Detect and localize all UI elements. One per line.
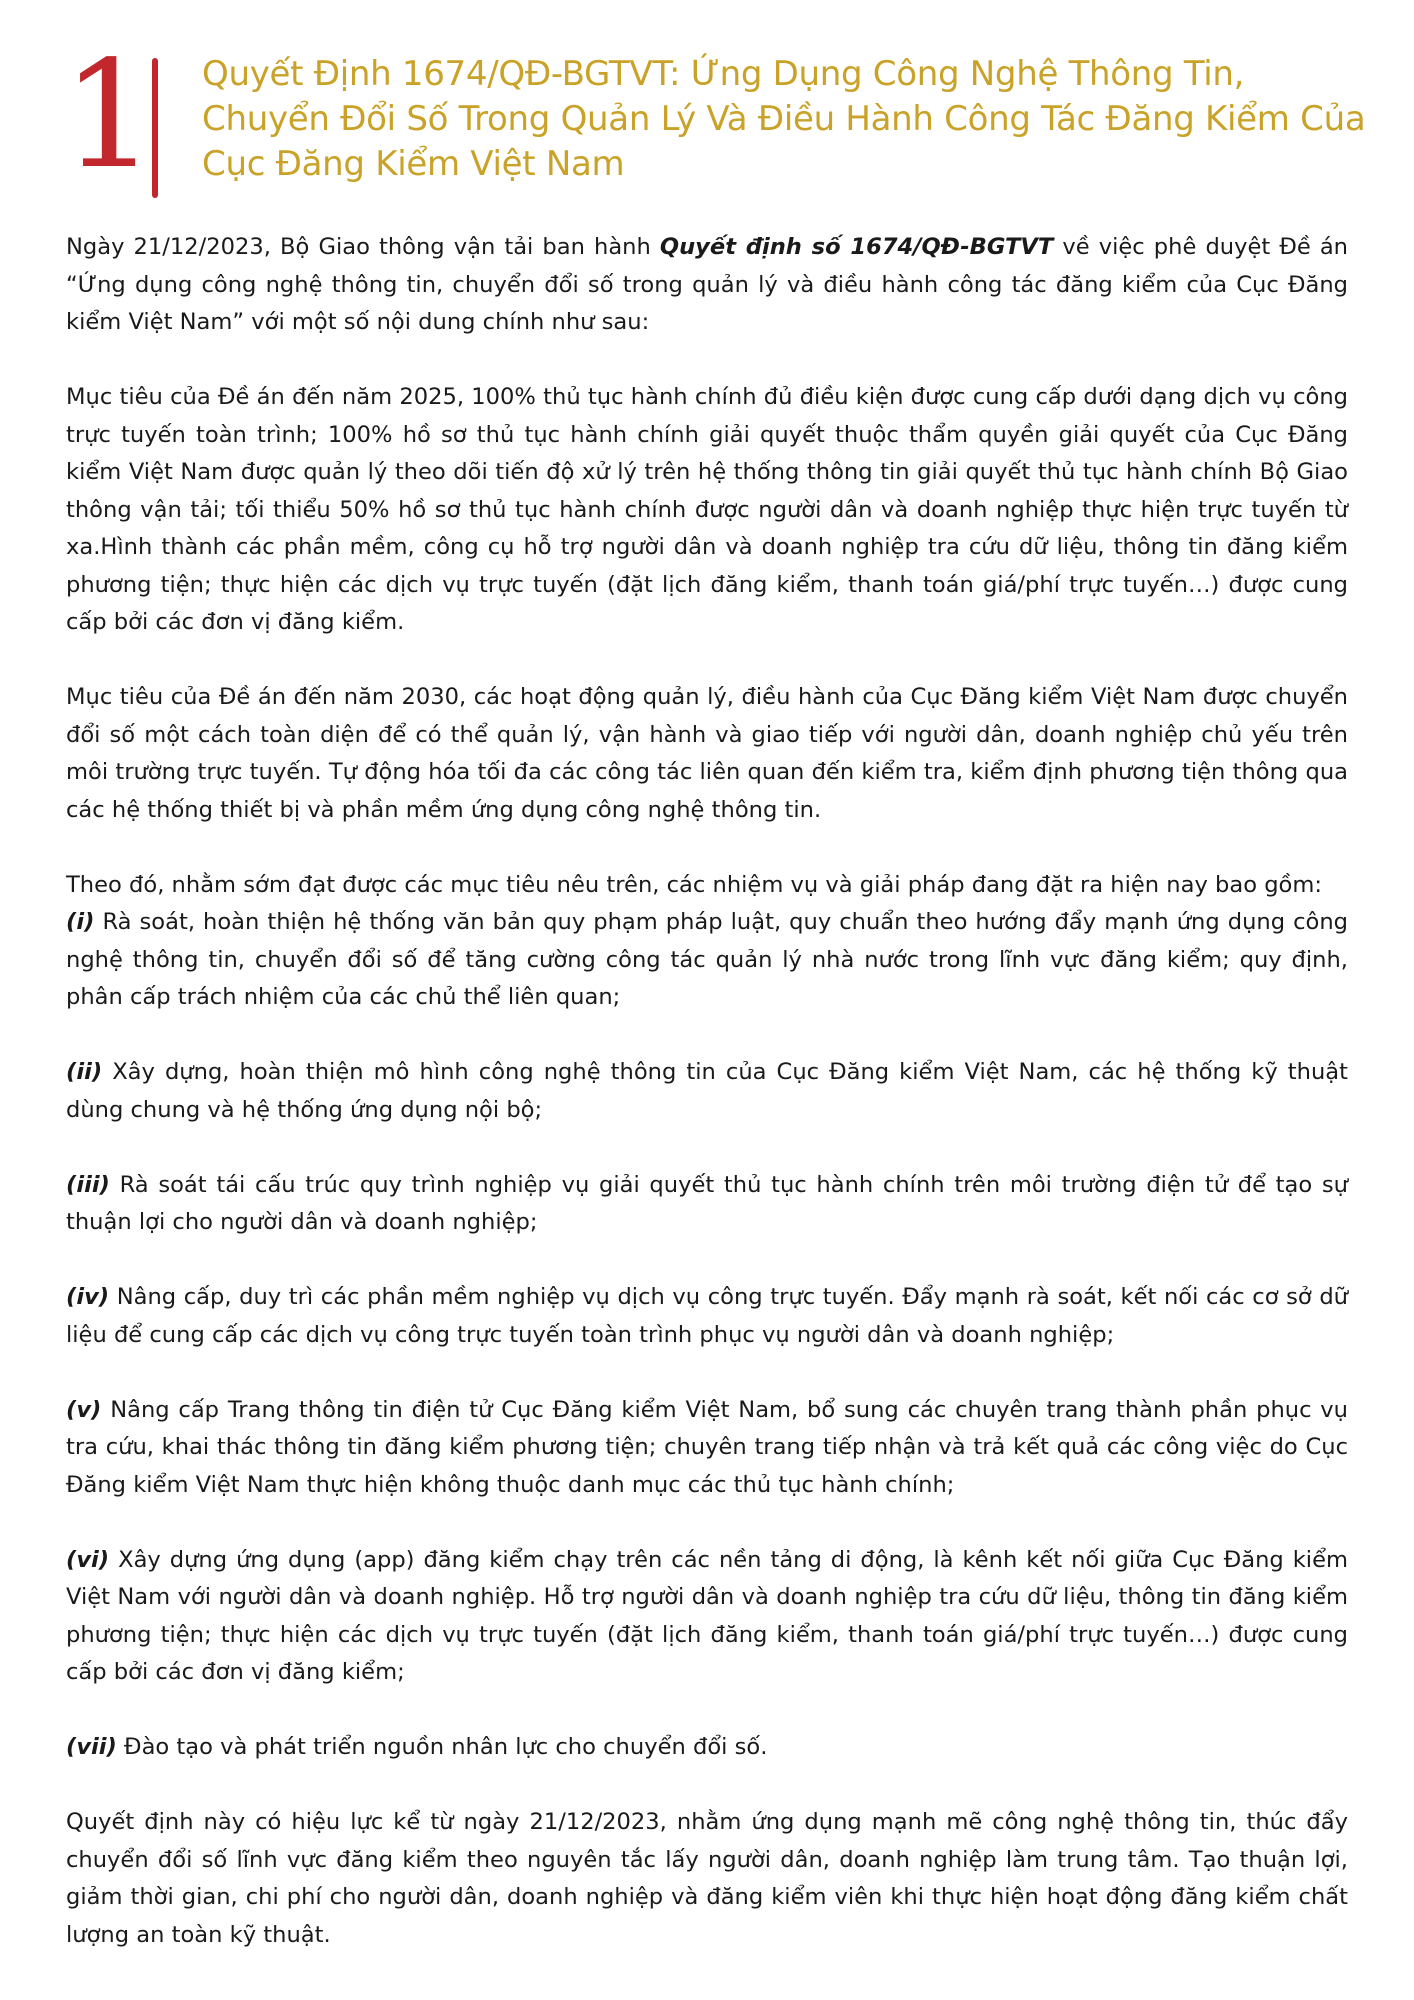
task-item <box>66 904 1348 1017</box>
header-divider <box>152 58 158 198</box>
task-marker: (i) <box>66 909 95 935</box>
page-title: Quyết Định 1674/QĐ-BGTVT: Ứng Dụng Công Nghệ Thông Tin, Chuyển Đổi Số Trong Quản Lý Và Điều Hành Công Tác Đăng Kiểm Của Cục Đăng Kiểm Việt Nam <box>202 54 1366 184</box>
decision-reference: Quyết định số 1674/QĐ-BGTVT <box>659 234 1054 260</box>
task-text: Rà soát, hoàn thiện hệ thống văn bản quy phạm pháp luật, quy chuẩn theo hướng đẩy mạnh ứng dụng công nghệ thông tin, chuyển đổi số để tăng cường công tác quản lý nhà nước trong lĩnh vực đăng kiểm; quy định, phân cấp trách nhiệm của các chủ thể liên quan; <box>66 909 1348 1010</box>
section-number: 1 <box>62 29 153 201</box>
task-text: Đào tạo và phát triển nguồn nhân lực cho chuyển đổi số. <box>116 1734 768 1760</box>
task-text: Nâng cấp, duy trì các phần mềm nghiệp vụ dịch vụ công trực tuyến. Đẩy mạnh rà soát, kết nối các cơ sở dữ liệu để cung cấp các dịch vụ công trực tuyến toàn trình phục vụ người dân và doanh nghiệp; <box>66 1284 1348 1348</box>
task-text: Rà soát tái cấu trúc quy trình nghiệp vụ giải quyết thủ tục hành chính trên môi trường điện tử để tạo sự thuận lợi cho người dân và doanh nghiệp; <box>66 1171 1348 1235</box>
task-item <box>66 1392 1348 1505</box>
task-text: Xây dựng ứng dụng (app) đăng kiểm chạy trên các nền tảng di động, là kênh kết nối giữa Cục Đăng kiểm Việt Nam với người dân và doanh nghiệp. Hỗ trợ người dân và doanh nghiệp tra cứu dữ liệu, thông tin đăng kiểm phương tiện; thực hiện các dịch vụ trực tuyến (đặt lịch đăng kiểm, thanh toán giá/phí trực tuyến…) được cung cấp bởi các đơn vị đăng kiểm; <box>66 1546 1348 1685</box>
task-item <box>66 1279 1348 1354</box>
task-marker: (vi) <box>66 1546 110 1573</box>
intro-before: Ngày 21/12/2023, Bộ Giao thông vận tải ban hành <box>66 234 660 260</box>
intro-paragraph <box>66 229 1348 342</box>
task-item <box>66 1542 1348 1692</box>
task-item <box>66 1167 1348 1242</box>
tasks-block <box>66 867 1348 1767</box>
task-item <box>66 1729 1348 1767</box>
task-text: Xây dựng, hoàn thiện mô hình công nghệ thông tin của Cục Đăng kiểm Việt Nam, các hệ thống kỹ thuật dùng chung và hệ thống ứng dụng nội bộ; <box>66 1059 1348 1123</box>
conclusion-paragraph: Quyết định này có hiệu lực kể từ ngày 21/12/2023, nhằm ứng dụng mạnh mẽ công nghệ thông tin, thúc đẩy chuyển đổi số lĩnh vực đăng kiểm theo nguyên tắc lấy người dân, doanh nghiệp làm trung tâm. Tạo thuận lợi, giảm thời gian, chi phí cho người dân, doanh nghiệp và đăng kiểm viên khi thực hiện hoạt động đăng kiểm chất lượng an toàn kỹ thuật. <box>66 1809 1348 1948</box>
task-marker: (v) <box>66 1396 102 1423</box>
task-marker: (iii) <box>66 1171 110 1198</box>
article-body <box>66 229 1348 1954</box>
goal-2025-paragraph: Mục tiêu của Đề án đến năm 2025, 100% thủ tục hành chính đủ điều kiện được cung cấp dưới dạng dịch vụ công trực tuyến toàn trình; 100% hồ sơ thủ tục hành chính giải quyết thuộc thẩm quyền giải quyết của Cục Đăng kiểm Việt Nam được quản lý theo dõi tiến độ xử lý trên hệ thống thông tin giải quyết thủ tục hành chính Bộ Giao thông vận tải; tối thiểu 50% hồ sơ thủ tục hành chính được người dân và doanh nghiệp thực hiện trực tuyến từ xa.Hình thành các phần mềm, công cụ hỗ trợ người dân và doanh nghiệp tra cứu dữ liệu, thông tin đăng kiểm phương tiện; thực hiện các dịch vụ trực tuyến (đặt lịch đăng kiểm, thanh toán giá/phí trực tuyến…) được cung cấp bởi các đơn vị đăng kiểm. <box>66 384 1348 635</box>
task-text: Nâng cấp Trang thông tin điện tử Cục Đăng kiểm Việt Nam, bổ sung các chuyên trang thành phần phục vụ tra cứu, khai thác thông tin đăng kiểm phương tiện; chuyên trang tiếp nhận và trả kết quả các công việc do Cục Đăng kiểm Việt Nam thực hiện không thuộc danh mục các thủ tục hành chính; <box>66 1396 1348 1498</box>
task-marker: (vii) <box>66 1734 117 1760</box>
task-marker: (iv) <box>66 1284 110 1310</box>
task-item <box>66 1054 1348 1129</box>
task-marker: (ii) <box>66 1059 103 1085</box>
intro-after: về việc phê duyệt Đề án “Ứng dụng công nghệ thông tin, chuyển đổi số trong quản lý và điều hành công tác đăng kiểm của Cục Đăng kiểm Việt Nam” với một số nội dung chính như sau: <box>66 234 1348 335</box>
goal-2030-paragraph: Mục tiêu của Đề án đến năm 2030, các hoạt động quản lý, điều hành của Cục Đăng kiểm Việt Nam được chuyển đổi số một cách toàn diện để có thể quản lý, vận hành và giao tiếp với người dân, doanh nghiệp chủ yếu trên môi trường trực tuyến. Tự động hóa tối đa các công tác liên quan đến kiểm tra, kiểm định phương tiện thông qua các hệ thống thiết bị và phần mềm ứng dụng công nghệ thông tin. <box>66 684 1348 823</box>
section-header <box>0 0 1414 210</box>
tasks-intro: Theo đó, nhằm sớm đạt được các mục tiêu nêu trên, các nhiệm vụ và giải pháp đang đặt ra hiện nay bao gồm: <box>66 871 1323 898</box>
